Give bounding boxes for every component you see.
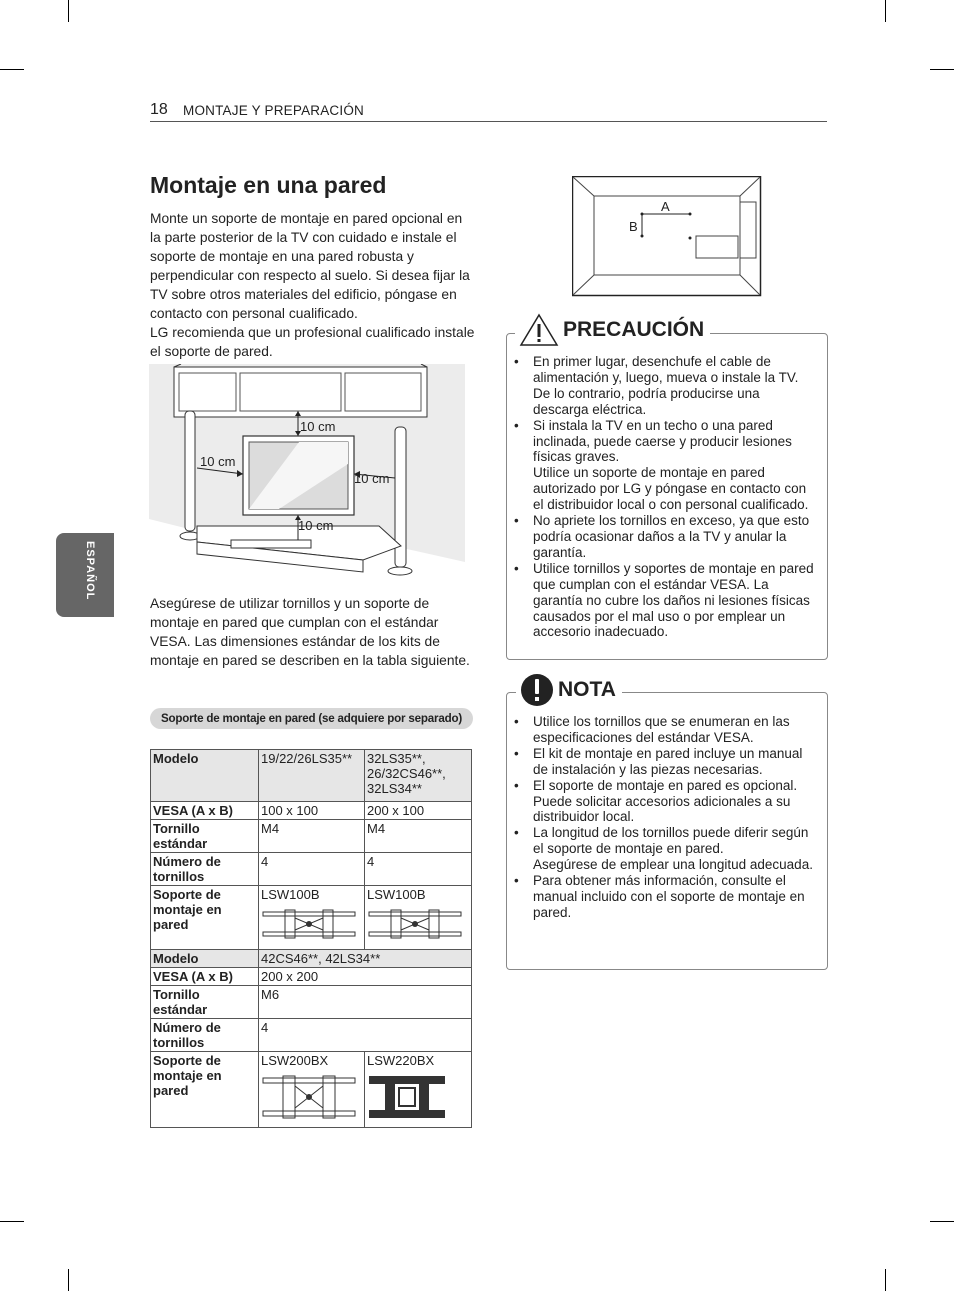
exclamation-icon: [520, 673, 554, 707]
list-item: [506, 746, 818, 778]
mount-cell: [259, 1052, 365, 1128]
clearance-bottom-label: 10 cm: [298, 518, 334, 533]
screw-count-label: Número de tornillos: [151, 1019, 259, 1052]
note-item-text: Para obtener más información, consulte el manual incluido con el soporte de montaje en pared.: [533, 873, 805, 920]
mount-spec-table: [150, 949, 472, 1128]
list-item: [506, 513, 818, 561]
clearance-left-label: 10 cm: [200, 454, 236, 469]
crop-mark: [0, 1221, 24, 1222]
mount-cell: [365, 1052, 472, 1128]
crop-mark: [930, 1221, 954, 1222]
mount-label: Soporte de montaje en pared: [151, 1052, 259, 1128]
caution-list: [506, 354, 818, 640]
model-value: 32LS35**, 26/32CS46**, 32LS34**: [365, 750, 472, 802]
vesa-label: VESA (A x B): [151, 968, 259, 986]
model-value: 19/22/26LS35**: [259, 750, 365, 802]
note-item-text: El soporte de montaje en pared es opcional. Puede solicitar accesorios adicionales a su distribuidor local.: [533, 777, 798, 825]
mount-model: LSW220BX: [367, 1053, 435, 1068]
caution-item-text: No apriete los tornillos en exceso, ya que esto podría ocasionar daños a la TV y anular la garantía.: [533, 513, 810, 560]
wall-clearance-illustration: [149, 364, 465, 580]
list-item: [506, 561, 818, 641]
vesa-text: Asegúrese de utilizar tornillos y un soporte de montaje en pared que cumplan con el estándar VESA. Las dimensiones estándar de los kits de montaje en pared se describen en la tabla siguiente.: [150, 596, 470, 668]
crop-mark: [885, 0, 886, 22]
clearance-right-label: 10 cm: [354, 471, 390, 486]
list-item: [506, 354, 818, 418]
wall-bracket-image: [261, 908, 357, 940]
crop-mark: [0, 69, 24, 70]
note-title: NOTA: [558, 678, 616, 701]
screw-count-value: 4: [259, 1019, 472, 1052]
model-label: Modelo: [151, 950, 259, 968]
warning-triangle-icon: [519, 313, 559, 347]
table-caption: Soporte de montaje en pared (se adquiere por separado): [150, 708, 473, 729]
intro-text: [150, 209, 475, 361]
table-row: [151, 1019, 472, 1052]
language-tab-label: ESPAÑOL: [84, 541, 96, 601]
wall-bracket-image: [261, 1074, 357, 1120]
mount-label: Soporte de montaje en pared: [151, 886, 259, 952]
screw-value: M4: [365, 820, 472, 853]
language-tab: [56, 533, 114, 617]
vesa-b-label: B: [629, 219, 638, 234]
table-row: [151, 1052, 472, 1128]
model-value: 42CS46**, 42LS34**: [259, 950, 472, 968]
screw-label: Tornillo estándar: [151, 820, 259, 853]
mount-spec-table: [150, 749, 472, 952]
mount-cell: [259, 886, 365, 952]
table-row: [151, 950, 472, 968]
wall-bracket-image: [367, 1074, 447, 1120]
table-row: [151, 820, 472, 853]
caution-title: PRECAUCIÓN: [563, 318, 705, 341]
intro-paragraph: LG recomienda que un profesional cualificado instale el soporte de pared.: [150, 325, 475, 359]
table-row: [151, 968, 472, 986]
tv-rear-vesa-diagram: [572, 176, 762, 297]
screw-label: Tornillo estándar: [151, 986, 259, 1019]
mount-model: LSW200BX: [261, 1053, 329, 1068]
page-title: Montaje en una pared: [150, 172, 387, 198]
intro-paragraph: Monte un soporte de montaje en pared opcional en la parte posterior de la TV con cuidado e instale el soporte de montaje en una pared robusta y perpendicular con respecto al suelo. Si desea fijar la TV sobre otros materiales del edificio, póngase en contacto con personal cualificado.: [150, 211, 470, 321]
table-row: [151, 750, 472, 802]
crop-mark: [68, 1269, 69, 1291]
table-row: [151, 853, 472, 886]
section-title: MONTAJE Y PREPARACIÓN: [183, 103, 364, 118]
screw-count-value: 4: [365, 853, 472, 886]
clearance-top-label: 10 cm: [300, 419, 336, 434]
header-divider: [150, 121, 827, 122]
screw-count-label: Número de tornillos: [151, 853, 259, 886]
note-item-text: Asegúrese de emplear una longitud adecuada.: [533, 857, 813, 873]
mount-model: LSW100B: [367, 887, 426, 902]
model-label: Modelo: [151, 750, 259, 802]
vesa-label: VESA (A x B): [151, 802, 259, 820]
vesa-value: 100 x 100: [259, 802, 365, 820]
table-row: [151, 986, 472, 1019]
crop-mark: [885, 1269, 886, 1291]
screw-count-value: 4: [259, 853, 365, 886]
crop-mark: [68, 0, 69, 22]
list-item: [506, 778, 818, 826]
mount-cell: [365, 886, 472, 952]
caution-item-text: Utilice tornillos y soportes de montaje en pared que cumplan con el estándar VESA. La garantía no cubre los daños ni lesiones físicas causados por el mal uso o por emplear un accesorio inadecuado.: [533, 560, 814, 640]
page-number: 18: [150, 101, 168, 118]
note-item-text: El kit de montaje en pared incluye un manual de instalación y las piezas necesarias.: [533, 745, 803, 777]
caution-item-text: Si instala la TV en un techo o una pared inclinada, puede caerse y producir lesiones físicas graves.: [533, 417, 792, 465]
table-row: [151, 802, 472, 820]
screw-value: M4: [259, 820, 365, 853]
wall-bracket-image: [367, 908, 463, 940]
crop-mark: [930, 69, 954, 70]
note-item-text: Utilice los tornillos que se enumeran en las especificaciones del estándar VESA.: [533, 714, 790, 745]
table-row: [151, 886, 472, 952]
caution-item-text: En primer lugar, desenchufe el cable de alimentación y, luego, mueva o instale la TV. De lo contrario, podría producirse una descarga eléctrica.: [533, 354, 799, 417]
caution-header: [515, 309, 710, 351]
note-item-text: La longitud de los tornillos puede diferir según el soporte de montaje en pared.: [533, 825, 809, 857]
vesa-a-label: A: [661, 199, 670, 214]
list-item: [506, 873, 818, 921]
vesa-value: 200 x 200: [259, 968, 472, 986]
note-header: [516, 670, 622, 710]
vesa-value: 200 x 100: [365, 802, 472, 820]
screw-value: M6: [259, 986, 472, 1019]
list-item: [506, 714, 818, 746]
caution-item-text: Utilice un soporte de montaje en pared autorizado por LG y póngase en contacto con el distribuidor local o con personal cualificado.: [533, 465, 809, 513]
mount-model: LSW100B: [261, 887, 320, 902]
list-item: [506, 418, 818, 513]
note-list: [506, 714, 818, 921]
list-item: [506, 825, 818, 873]
